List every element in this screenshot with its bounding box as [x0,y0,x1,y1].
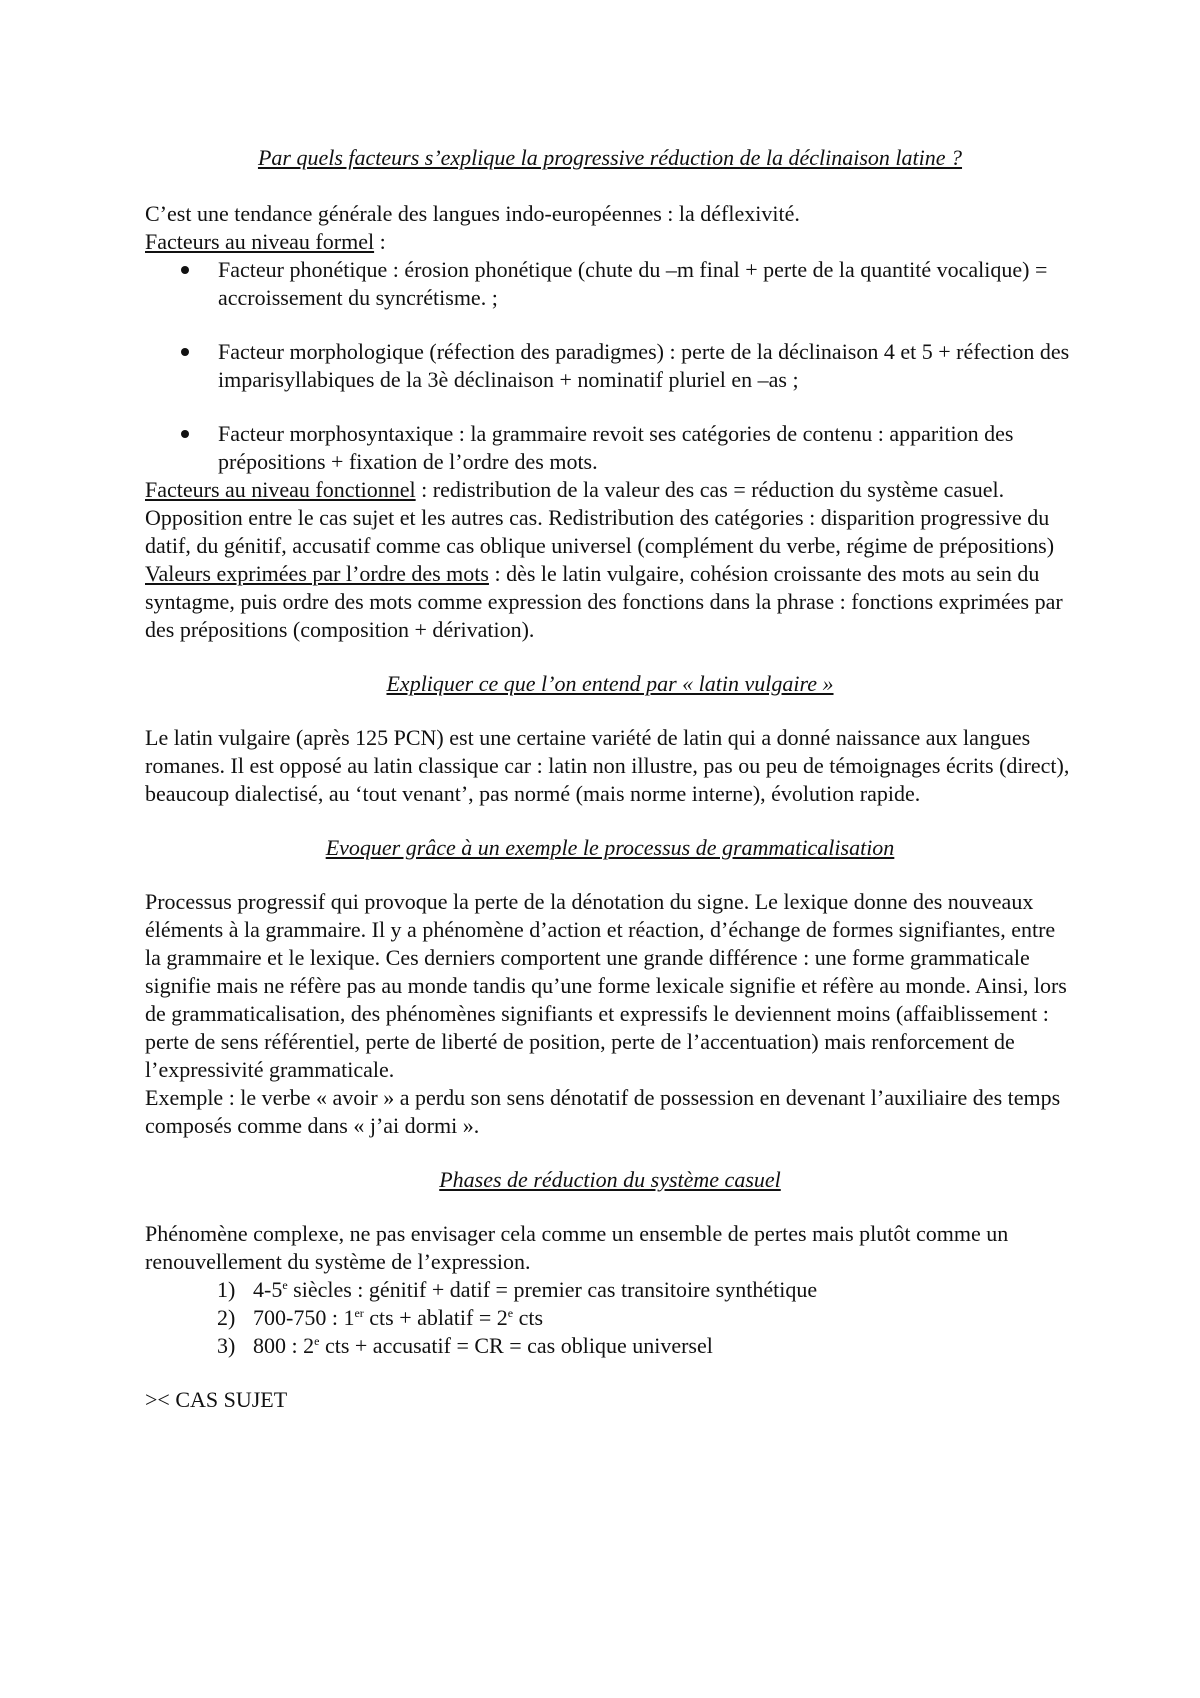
phase-superscript: e [507,1306,514,1320]
formal-factors-line [145,228,1075,256]
list-item [145,420,1075,476]
list-spacer [145,312,1075,338]
phase-superscript: er [354,1306,364,1320]
word-order-text: : dès le latin vulgaire, cohésion croissante des mots au sein du syntagme, puis ordre des mots comme expression des fonctions dans la phrase : fonctions exprimées par des prépositions (composition + dérivation). [145,561,1063,642]
bullet-text: Facteur phonétique : érosion phonétique (chute du –m final + perte de la quantité vocalique) = accroissement du syncrétisme. ; [218,257,1048,310]
intro-paragraph: C’est une tendance générale des langues indo-européennes : la déflexivité. [145,201,800,226]
phase-text: cts + accusatif = CR = cas oblique universel [319,1333,713,1358]
example-paragraph: Exemple : le verbe « avoir » a perdu son sens dénotatif de possession en devenant l’auxiliaire des temps composés comme dans « j’ai dormi ». [145,1085,1061,1138]
list-spacer [145,394,1075,420]
phase-number: 3) [217,1333,236,1358]
section-heading-latin-vulgaire: Expliquer ce que l’on entend par « latin vulgaire » [386,671,834,696]
phase-text: siècles : génitif + datif = premier cas transitoire synthétique [287,1277,818,1302]
formal-factors-list [145,256,1075,476]
functional-factors-label: Facteurs au niveau fonctionnel [145,477,416,502]
bullet-text: Facteur morphologique (réfection des paradigmes) : perte de la déclinaison 4 et 5 + réfection des imparisyllabiques de la 3è déclinaison + nominatif pluriel en –as ; [218,339,1070,392]
section-heading-phases: Phases de réduction du système casuel [439,1167,781,1192]
phase-superscript: e [282,1278,288,1292]
section-heading-grammaticalisation: Evoquer grâce à un exemple le processus de grammaticalisation [325,835,895,860]
bullet-icon [181,430,189,438]
phase-number: 1) [217,1277,236,1302]
bullet-icon [181,348,189,356]
phase-text: cts + ablatif = 2 [363,1305,508,1330]
list-item [145,1276,1075,1304]
phase-text: 700-750 : 1 [253,1305,355,1330]
list-item [145,1332,1075,1360]
word-order-paragraph [145,560,1075,644]
phase-text: cts [513,1305,544,1330]
phase-text: 4-5 [253,1277,283,1302]
section-heading-declinaison: Par quels facteurs s’explique la progressive réduction de la déclinaison latine ? [257,145,963,170]
formal-factors-suffix: : [374,229,386,254]
document-body [145,144,1075,1414]
bullet-text: Facteur morphosyntaxique : la grammaire revoit ses catégories de contenu : apparition des prépositions + fixation de l’ordre des mots. [218,421,1014,474]
phases-intro-paragraph: Phénomène complexe, ne pas envisager cela comme un ensemble de pertes mais plutôt comme un renouvellement du système de l’expression. [145,1221,1009,1274]
closing-line: >< CAS SUJET [145,1387,288,1412]
phase-superscript: e [314,1334,320,1348]
list-item [145,256,1075,312]
grammaticalisation-paragraph: Processus progressif qui provoque la perte de la dénotation du signe. Le lexique donne des nouveaux éléments à la grammaire. Il y a phénomène d’action et réaction, d’échange de formes signifiantes, entre la grammaire et le lexique. Ces derniers comportent une grande différence : une forme grammaticale signifie mais ne réfère pas au monde tandis qu’une forme lexicale signifie et réfère au monde. Ainsi, lors de grammaticalisation, des phénomènes signifiants et expressifs le deviennent moins (affaiblissement : perte de sens référentiel, perte de liberté de position, perte de l’accentuation) mais renforcement de l’expressivité grammaticale. [145,889,1067,1082]
functional-factors-text: : redistribution de la valeur des cas = réduction du système casuel. Opposition entre le cas sujet et les autres cas. Redistribution des catégories : disparition progressive du datif, du génitif, accusatif comme cas oblique universel (complément du verbe, régime de prépositions) [145,477,1055,558]
list-item [145,1304,1075,1332]
phase-number: 2) [217,1305,236,1330]
list-item [145,338,1075,394]
latin-vulgaire-paragraph: Le latin vulgaire (après 125 PCN) est une certaine variété de latin qui a donné naissance aux langues romanes. Il est opposé au latin classique car : latin non illustre, pas ou peu de témoignages écrits (direct), beaucoup dialectisé, au ‘tout venant’, pas normé (mais norme interne), évolution rapide. [145,725,1070,806]
phases-list [145,1276,1075,1360]
formal-factors-label: Facteurs au niveau formel [145,229,375,254]
bullet-icon [181,266,189,274]
word-order-label: Valeurs exprimées par l’ordre des mots [145,561,489,586]
phase-text: 800 : 2 [253,1333,315,1358]
functional-factors-paragraph [145,476,1075,560]
